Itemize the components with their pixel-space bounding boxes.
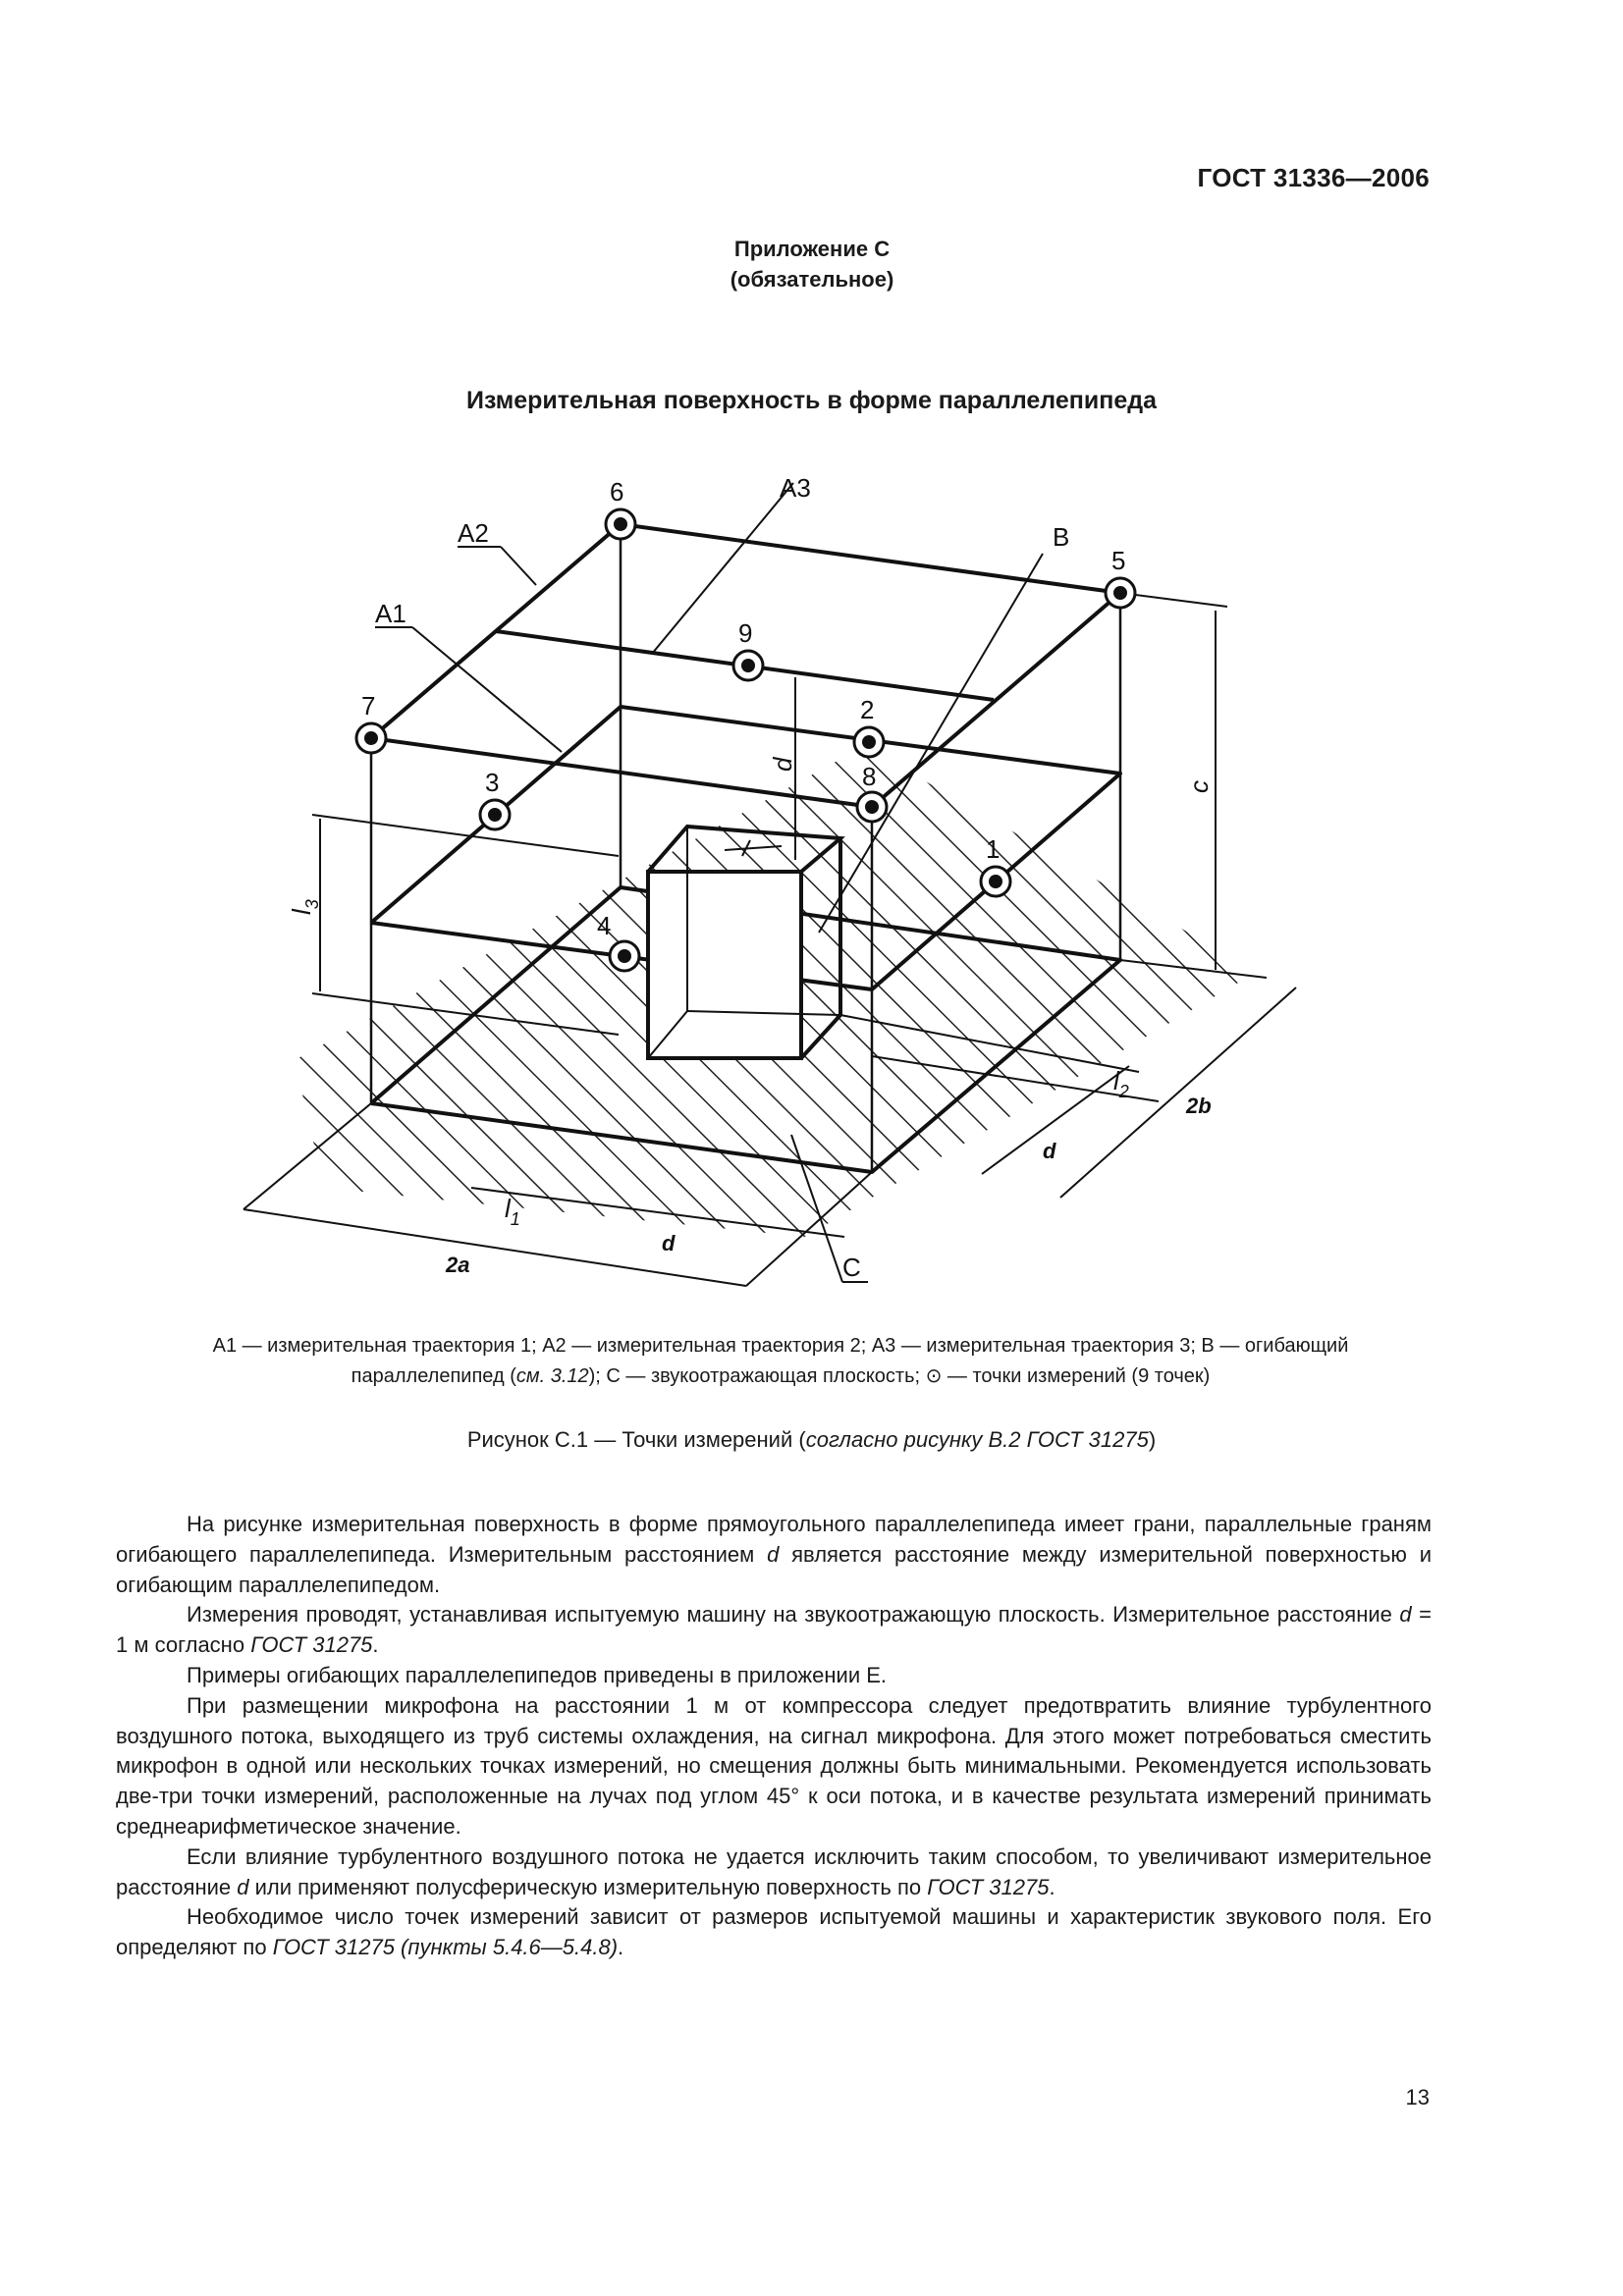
- label-l3-letter: l: [287, 909, 316, 915]
- paragraph-2: [116, 1600, 1432, 1661]
- label-a3: A3: [780, 473, 811, 503]
- p2-d: d: [1399, 1602, 1412, 1628]
- p1-text-a: На рисунке измерительная поверхность в форме прямоугольного параллелепипеда имеет грани, параллельные граням огибающего параллелепипеда. Измерительным расстоянием: [116, 1512, 1432, 1567]
- p6-text-a: Необходимое число точек измерений зависит от размеров испытуемой машины и характеристик звукового поля. Его определяют по: [116, 1904, 1432, 1960]
- measurement-point-symbol: ⊙: [925, 1365, 943, 1387]
- p6-text-c: .: [618, 1935, 624, 1960]
- body-text: [116, 1510, 1432, 1963]
- point-label-2: 2: [860, 695, 875, 724]
- point-9: [733, 651, 763, 680]
- caption-prefix: Рисунок С.1 — Точки измерений (: [466, 1427, 806, 1452]
- point-4: [610, 941, 639, 971]
- point-6: [606, 509, 635, 539]
- figure-caption: [0, 1427, 1623, 1453]
- legend-line-1: A1 — измерительная траектория 1; A2 — измерительная траектория 2; A3 — измерительная траектория 3; B — огибающий: [212, 1335, 1349, 1357]
- label-a1: A1: [375, 599, 406, 628]
- annex-title: Измерительная поверхность в форме параллелепипеда: [465, 387, 1158, 414]
- label-l1-subscript: 1: [510, 1209, 520, 1229]
- p1-text-b: является расстояние между измерительной поверхностью и огибающим параллелепипедом.: [116, 1541, 1432, 1597]
- point-label-4: 4: [597, 911, 612, 940]
- label-b: B: [1053, 522, 1070, 552]
- label-l1-letter: l: [505, 1194, 511, 1223]
- page-number: 13: [1405, 2085, 1430, 2109]
- caption-suffix: ): [1148, 1427, 1157, 1452]
- point-label-1: 1: [986, 834, 1001, 864]
- point-2: [854, 727, 884, 757]
- paragraph-5: [116, 1842, 1432, 1903]
- label-d-vertical: d: [768, 757, 797, 772]
- p5-text-c: .: [1049, 1874, 1055, 1899]
- figure-c1: [0, 461, 1623, 1296]
- paragraph-6: [116, 1902, 1432, 1963]
- appendix-heading: [0, 234, 1623, 294]
- point-label-6: 6: [610, 477, 624, 507]
- p6-ref: ГОСТ 31275 (пункты 5.4.6—5.4.8): [272, 1935, 619, 1960]
- legend-text-b: ); С — звукоотражающая плоскость;: [588, 1365, 921, 1387]
- p2-text-a: Измерения проводят, устанавливая испытуемую машину на звукоотражающую плоскость. Измерительное расстояние: [187, 1602, 1400, 1628]
- appendix-status: (обязательное): [730, 267, 894, 292]
- paragraph-1: [116, 1510, 1432, 1600]
- point-label-9: 9: [738, 618, 753, 648]
- p2-text-c: .: [372, 1632, 379, 1658]
- label-a2: A2: [458, 518, 489, 548]
- legend-text-c: — точки измерений (9 точек): [942, 1365, 1211, 1387]
- p2-ref: ГОСТ 31275: [250, 1632, 373, 1658]
- p1-d: d: [767, 1541, 780, 1567]
- legend-ref: см. 3.12: [515, 1365, 589, 1387]
- point-1: [981, 867, 1010, 896]
- label-d-bottom: d: [662, 1231, 676, 1255]
- caption-italic: согласно рисунку В.2 ГОСТ 31275: [805, 1427, 1149, 1452]
- point-label-7: 7: [361, 691, 376, 721]
- label-2a: 2a: [446, 1253, 470, 1277]
- paragraph-3: Примеры огибающих параллелепипедов приведены в приложении Е.: [187, 1662, 888, 1687]
- paragraph-4: При размещении микрофона на расстоянии 1 м от компрессора следует предотвратить влияние турбулентного воздушного потока, выходящего из труб системы охлаждения, на сигнал микрофона. Для этого может потребоваться сместить микрофон в одной или нескольких точках измерений, но смещения должны быть минимальными. Рекомендуется использовать две-три точки измерений, расположенные на лучах под углом 45° к оси потока, и в качестве результата измерений принимать среднеарифметическое значение.: [116, 1692, 1432, 1839]
- point-label-5: 5: [1111, 546, 1126, 575]
- label-2b: 2b: [1186, 1094, 1212, 1118]
- standard-number: ГОСТ 31336—2006: [1197, 163, 1430, 192]
- p5-d: d: [237, 1874, 249, 1899]
- label-l2-subscript: 2: [1118, 1082, 1129, 1101]
- appendix-label: Приложение С: [733, 237, 891, 261]
- label-l3-subscript: 3: [302, 899, 322, 910]
- point-7: [356, 723, 386, 753]
- label-c-dimension: c: [1184, 780, 1214, 793]
- label-c: C: [842, 1253, 861, 1282]
- point-3: [480, 800, 510, 829]
- p2-text-b: = 1 м согласно: [116, 1602, 1432, 1658]
- label-d-right: d: [1043, 1139, 1056, 1163]
- p5-text-a: Если влияние турбулентного воздушного потока не удается исключить таким способом, то увеличивают измерительное расстояние: [116, 1843, 1432, 1899]
- parallelepiped-diagram: [0, 461, 1623, 1296]
- label-l2-letter: l: [1113, 1066, 1119, 1095]
- legend-text-a: параллелепипед (: [351, 1365, 516, 1387]
- legend-line-2: [128, 1362, 1434, 1392]
- label-l3: [287, 899, 322, 915]
- p5-ref: ГОСТ 31275: [927, 1874, 1050, 1899]
- point-5: [1106, 578, 1135, 608]
- point-label-8: 8: [862, 762, 877, 791]
- figure-legend: [128, 1331, 1434, 1392]
- p5-text-b: или применяют полусферическую измерительную поверхность по: [248, 1874, 928, 1899]
- point-8: [857, 792, 887, 822]
- point-label-3: 3: [485, 768, 500, 797]
